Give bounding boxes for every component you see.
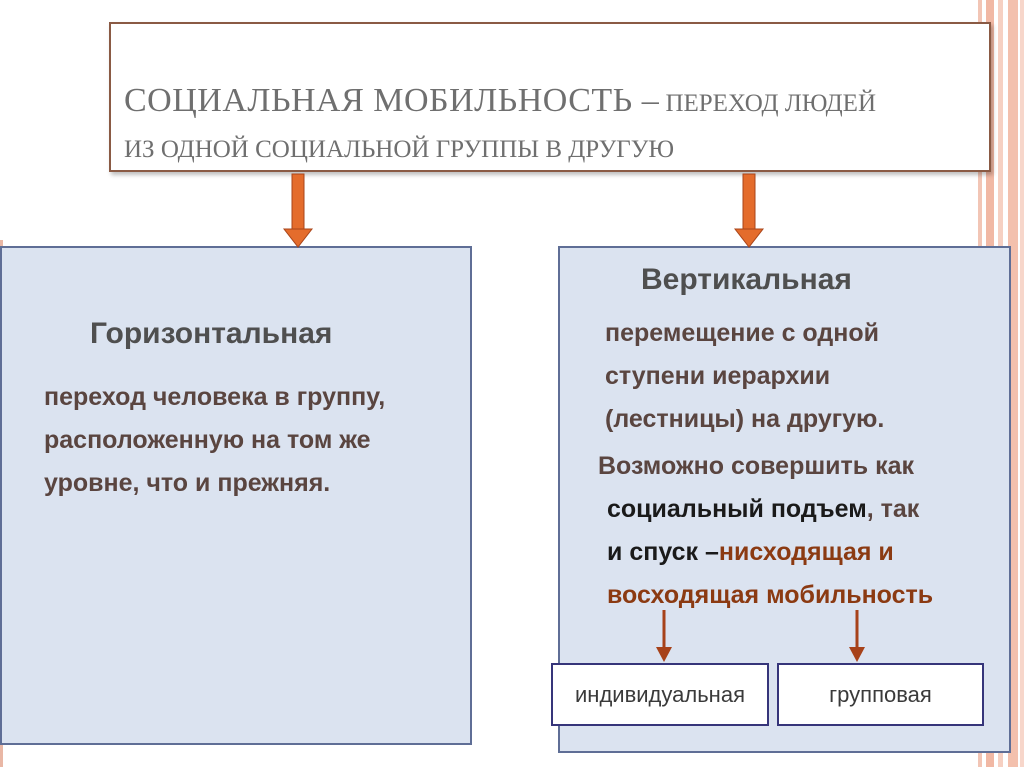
horizontal-description: переход человека в группу, расположенную на том же уровне, что и прежняя. xyxy=(44,383,386,497)
descent-phrase: и спуск – xyxy=(607,538,719,566)
title-term: СОЦИАЛЬНАЯ МОБИЛЬНОСТЬ – xyxy=(124,82,660,119)
title-definition-end: ИЗ ОДНОЙ СОЦИАЛЬНОЙ ГРУППЫ В ДРУГУЮ xyxy=(124,136,675,163)
vertical-heading: Вертикальная xyxy=(641,263,852,296)
ascending-phrase: восходящая мобильность xyxy=(607,581,934,609)
arrow-to-individual-icon xyxy=(656,610,672,662)
vertical-description: перемещение с одной ступени иерархии (лестницы) на другую. xyxy=(605,319,885,433)
possible-line: Возможно совершить как xyxy=(598,452,915,480)
horizontal-heading: Горизонтальная xyxy=(90,317,333,350)
arrow-to-vertical-icon xyxy=(735,174,763,247)
title-definition-start: ПЕРЕХОД ЛЮДЕЙ xyxy=(659,90,876,117)
individual-box: индивидуальная xyxy=(551,663,769,726)
group-box: групповая xyxy=(777,663,984,726)
descending-phrase: нисходящая и xyxy=(718,538,894,566)
arrow-to-horizontal-icon xyxy=(284,174,312,247)
arrow-to-group-icon xyxy=(849,610,865,662)
social-rise-phrase: социальный подъем xyxy=(607,495,867,523)
so-word: , так xyxy=(866,495,920,523)
